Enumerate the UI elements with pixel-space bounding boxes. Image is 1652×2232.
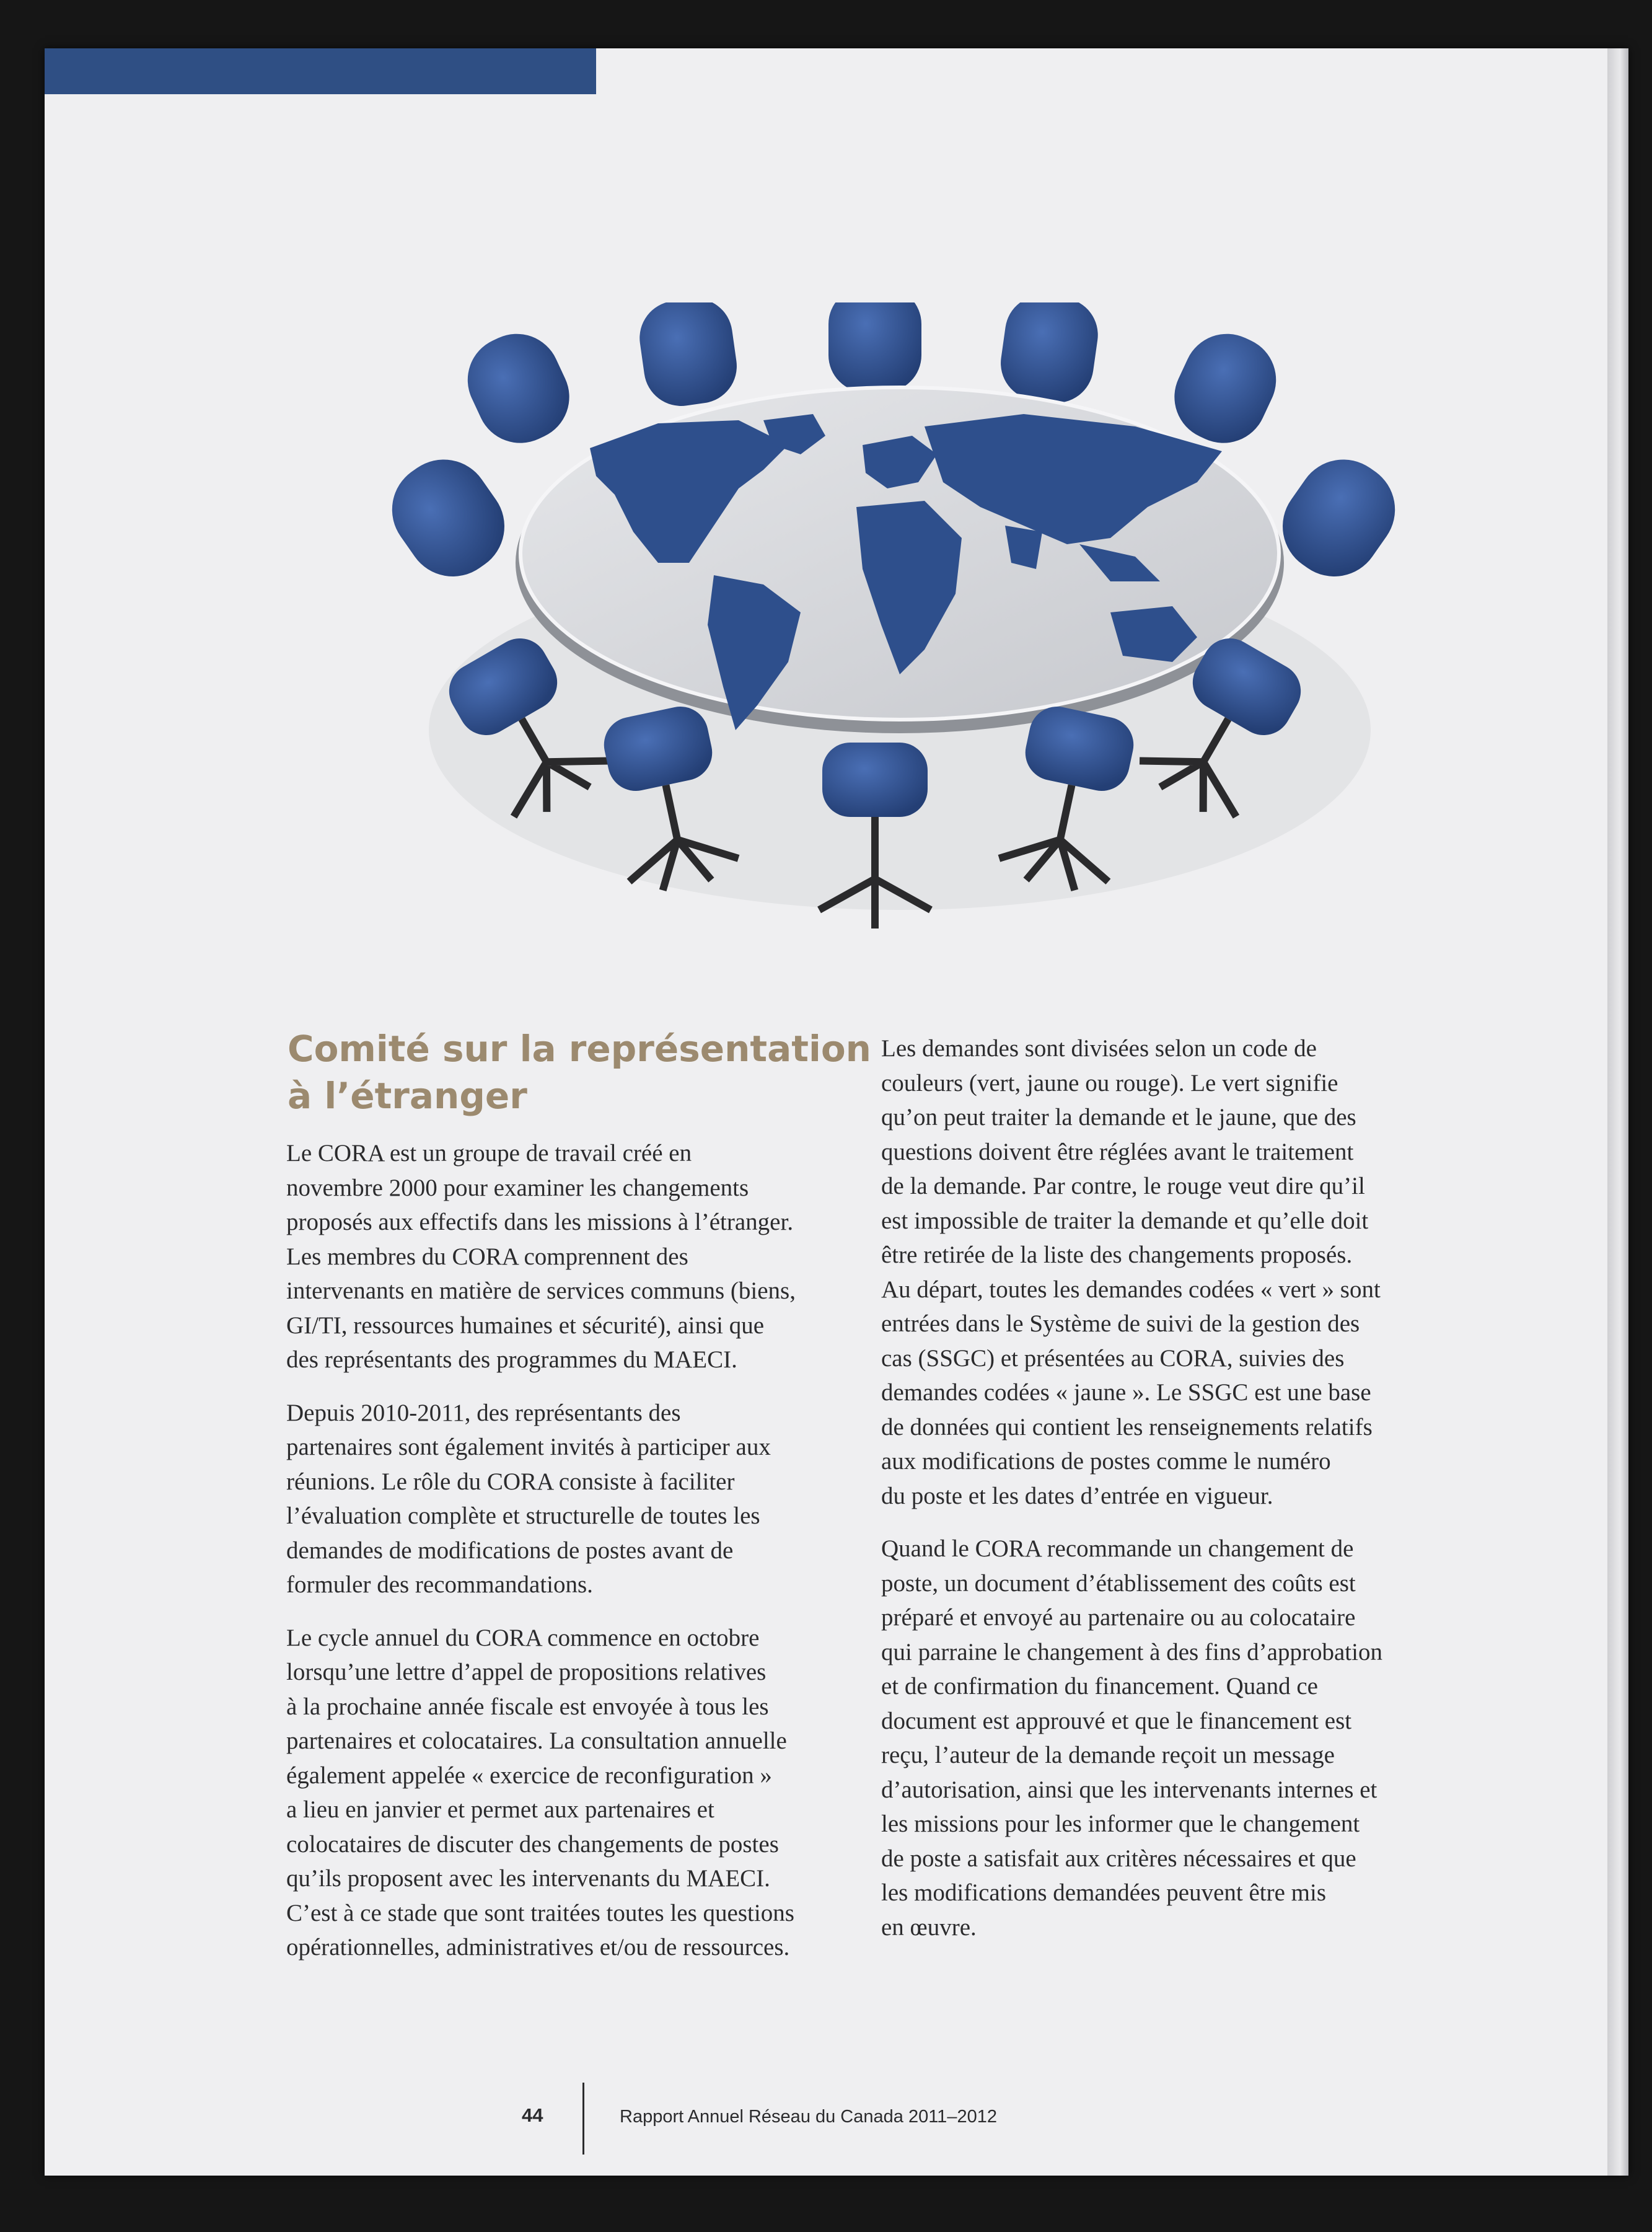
section-heading: Comité sur la représentation à l’étranger (288, 1028, 871, 1117)
report-page (45, 48, 1628, 2176)
right-text-column (881, 1031, 1501, 1963)
publication-title: Rapport Annuel Réseau du Canada 2011–2012 (620, 2107, 997, 2127)
left-text-column (286, 1136, 875, 1983)
paragraph: Quand le CORA recommande un changement de poste, un document d’établissement des coûts est préparé et envoyé au partenaire ou au colocataire qui parraine le changement à des fins d’approbation et de confirmation du financement. Quand ce document est approuvé et que le financement est reçu, l’auteur de la demande reçoit un message d’autorisation, ainsi que les intervenants internes et les missions pour les informer que le changement de poste a satisfait aux critères nécessaires et que les modifications demandées peuvent être mis en œuvre. (881, 1535, 1382, 1941)
top-accent-bar (45, 48, 596, 94)
footer-divider (582, 2083, 584, 2155)
conference-table-illustration (367, 302, 1433, 1015)
paragraph: Depuis 2010-2011, des représentants des partenaires sont également invités à participer aux réunions. Le rôle du CORA consiste à faciliter l’évaluation complète et structurelle de toutes les demandes de modifications de postes avant de formuler des recommandations. (286, 1399, 771, 1598)
paragraph: Le cycle annuel du CORA commence en octobre lorsqu’une lettre d’appel de propositions relatives à la prochaine année fiscale est envoyée à tous les partenaires et colocataires. La consultation annuelle également appelée « exercice de reconfiguration » a lieu en janvier et permet aux partenaires et colocataires de discuter des changements de postes qu’ils proposent avec les intervenants du MAECI. C’est à ce stade que sont traitées toutes les questions opérationnelles, administratives et/ou de ressources. (286, 1624, 794, 1961)
page-number: 44 (522, 2104, 543, 2126)
paragraph: Le CORA est un groupe de travail créé en novembre 2000 pour examiner les changements proposés aux effectifs dans les missions à l’étranger. Les membres du CORA comprennent des intervenants en matière de services communs (biens, GI/TI, ressources humaines et sécurité), ainsi que des représentants des programmes du MAECI. (286, 1140, 796, 1373)
page-edge (1607, 48, 1628, 2176)
paragraph: Les demandes sont divisées selon un code de couleurs (vert, jaune ou rouge). Le vert signifie qu’on peut traiter la demande et le jaune, que des questions doivent être réglées avant le traitement de la demande. Par contre, le rouge veut dire qu’il est impossible de traiter la demande et qu’elle doit être retirée de la liste des changements proposés. Au départ, toutes les demandes codées « vert » sont entrées dans le Système de suivi de la gestion des cas (SSGC) et présentées au CORA, suivies des demandes codées « jaune ». Le SSGC est une base de données qui contient les renseignements relatifs aux modifications de postes comme le numéro du poste et les dates d’entrée en vigueur. (881, 1035, 1381, 1509)
